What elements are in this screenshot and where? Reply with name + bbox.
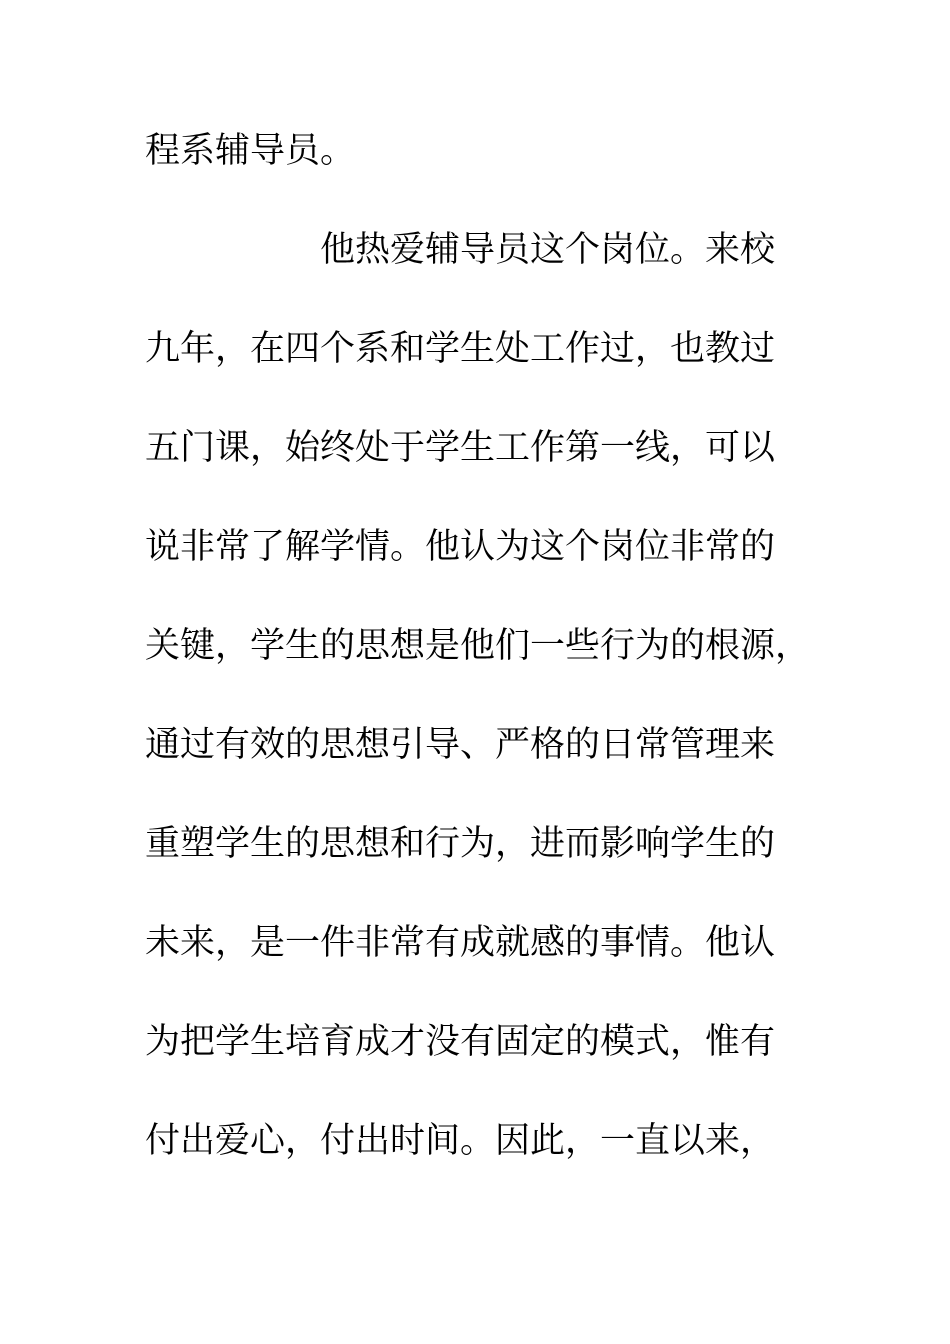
text-line: 为把学生培育成才没有固定的模式，惟有 [145, 1022, 776, 1062]
text-line: 说非常了解学情。他认为这个岗位非常的 [145, 527, 776, 567]
text-line: 未来，是一件非常有成就感的事情。他认 [145, 923, 776, 963]
text-line: 重塑学生的思想和行为，进而影响学生的 [145, 824, 776, 864]
text-line: 程系辅导员。 [145, 131, 356, 171]
text-line: 通过有效的思想引导、严格的日常管理来 [145, 725, 776, 765]
paragraph-first-line: 他热爱辅导员这个岗位。来校 [320, 230, 776, 270]
text-line: 关键，学生的思想是他们一些行为的根源， [145, 626, 811, 666]
text-line: 五门课，始终处于学生工作第一线，可以 [145, 428, 776, 468]
body-text [145, 127, 845, 1216]
text-line: 九年，在四个系和学生处工作过，也教过 [145, 329, 776, 369]
text-line: 付出爱心，付出时间。因此，一直以来， [145, 1121, 776, 1161]
